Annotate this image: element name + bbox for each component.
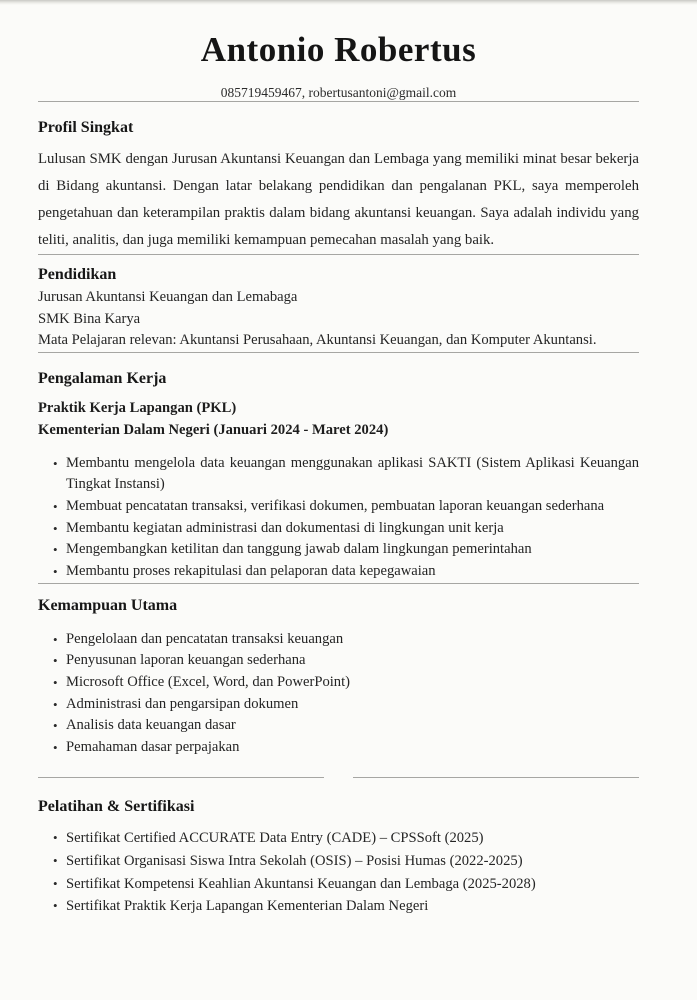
experience-organization: Kementerian Dalam Negeri (Januari 2024 - Maret 2024): [38, 422, 389, 439]
section-profil-singkat: [38, 119, 639, 254]
list-item: • Sertifikat Certified ACCURATE Data Entry (CADE) – CPSSoft (2025): [66, 827, 639, 850]
list-item: • Membuat pencatatan transaksi, verifikasi dokumen, pembuatan laporan keuangan sederhana: [66, 496, 639, 518]
list-item: • Sertifikat Kompetensi Keahlian Akuntansi Keuangan dan Lembaga (2025-2028): [66, 873, 639, 896]
experience-bullet-list: [38, 453, 639, 583]
section-kemampuan-utama: [38, 597, 639, 759]
section-divider: [38, 352, 639, 353]
section-heading-pelatihan: Pelatihan & Sertifikasi: [38, 798, 195, 816]
education-school: SMK Bina Karya: [38, 310, 141, 327]
section-pengalaman-kerja: [38, 370, 639, 583]
list-item: • Pengelolaan dan pencatatan transaksi keuangan: [66, 629, 639, 651]
section-heading-pengalaman: Pengalaman Kerja: [38, 369, 167, 387]
list-item: • Mengembangkan ketilitan dan tanggung jawab dalam lingkungan pemerintahan: [66, 539, 639, 561]
person-name: Antonio Robertus: [200, 30, 477, 69]
skills-bullet-list: [38, 629, 639, 759]
section-divider: [38, 583, 639, 584]
list-item: • Membantu mengelola data keuangan menggunakan aplikasi SAKTI (Sistem Aplikasi Keuangan Tingkat Instansi): [66, 453, 639, 496]
section-pendidikan: [38, 266, 639, 352]
education-major: Jurusan Akuntansi Keuangan dan Lemabaga: [38, 289, 298, 305]
section-pelatihan-sertifikasi: [38, 798, 639, 918]
education-subjects: Mata Pelajaran relevan: Akuntansi Perusahaan, Akuntansi Keuangan, dan Komputer Akuntansi.: [38, 332, 597, 349]
list-item: • Microsoft Office (Excel, Word, dan PowerPoint): [66, 672, 639, 694]
list-item: • Analisis data keuangan dasar: [66, 715, 639, 737]
section-heading-kemampuan: Kemampuan Utama: [38, 596, 178, 614]
section-heading-profil: Profil Singkat: [38, 119, 134, 136]
experience-entry: [38, 397, 639, 442]
certification-bullet-list: [38, 827, 639, 918]
list-item: • Penyusunan laporan keuangan sederhana: [66, 650, 639, 672]
list-item: • Membantu proses rekapitulasi dan pelaporan data kepegawaian: [66, 561, 639, 583]
section-heading-pendidikan: Pendidikan: [38, 266, 117, 283]
divider-left-segment: [38, 777, 324, 778]
list-item: • Administrasi dan pengarsipan dokumen: [66, 694, 639, 716]
list-item: • Pemahaman dasar perpajakan: [66, 737, 639, 759]
list-item: • Membantu kegiatan administrasi dan dokumentasi di lingkungan unit kerja: [66, 518, 639, 540]
profil-paragraph: Lulusan SMK dengan Jurusan Akuntansi Keuangan dan Lembaga yang memiliki minat besar bekerja di Bidang akuntansi. Dengan latar belakang pendidikan dan pengalanan PKL, saya memperoleh pengetahuan dan keterampilan praktis dalam bidang akuntansi keuangan. Saya adalah individu yang teliti, analitis, dan juga memiliki kemampuan pemecahan masalah yang baik.: [38, 151, 639, 248]
divider-right-segment: [353, 777, 639, 778]
scan-top-edge: [0, 0, 697, 5]
experience-role: Praktik Kerja Lapangan (PKL): [38, 399, 237, 416]
section-divider-split: [38, 777, 639, 778]
section-divider: [38, 101, 639, 102]
section-divider: [38, 254, 639, 255]
contact-line: 085719459467, robertusantoni@gmail.com: [220, 85, 457, 100]
list-item: • Sertifikat Praktik Kerja Lapangan Kementerian Dalam Negeri: [66, 895, 639, 918]
list-item: • Sertifikat Organisasi Siswa Intra Sekolah (OSIS) – Posisi Humas (2022-2025): [66, 850, 639, 873]
education-lines: [38, 287, 639, 352]
